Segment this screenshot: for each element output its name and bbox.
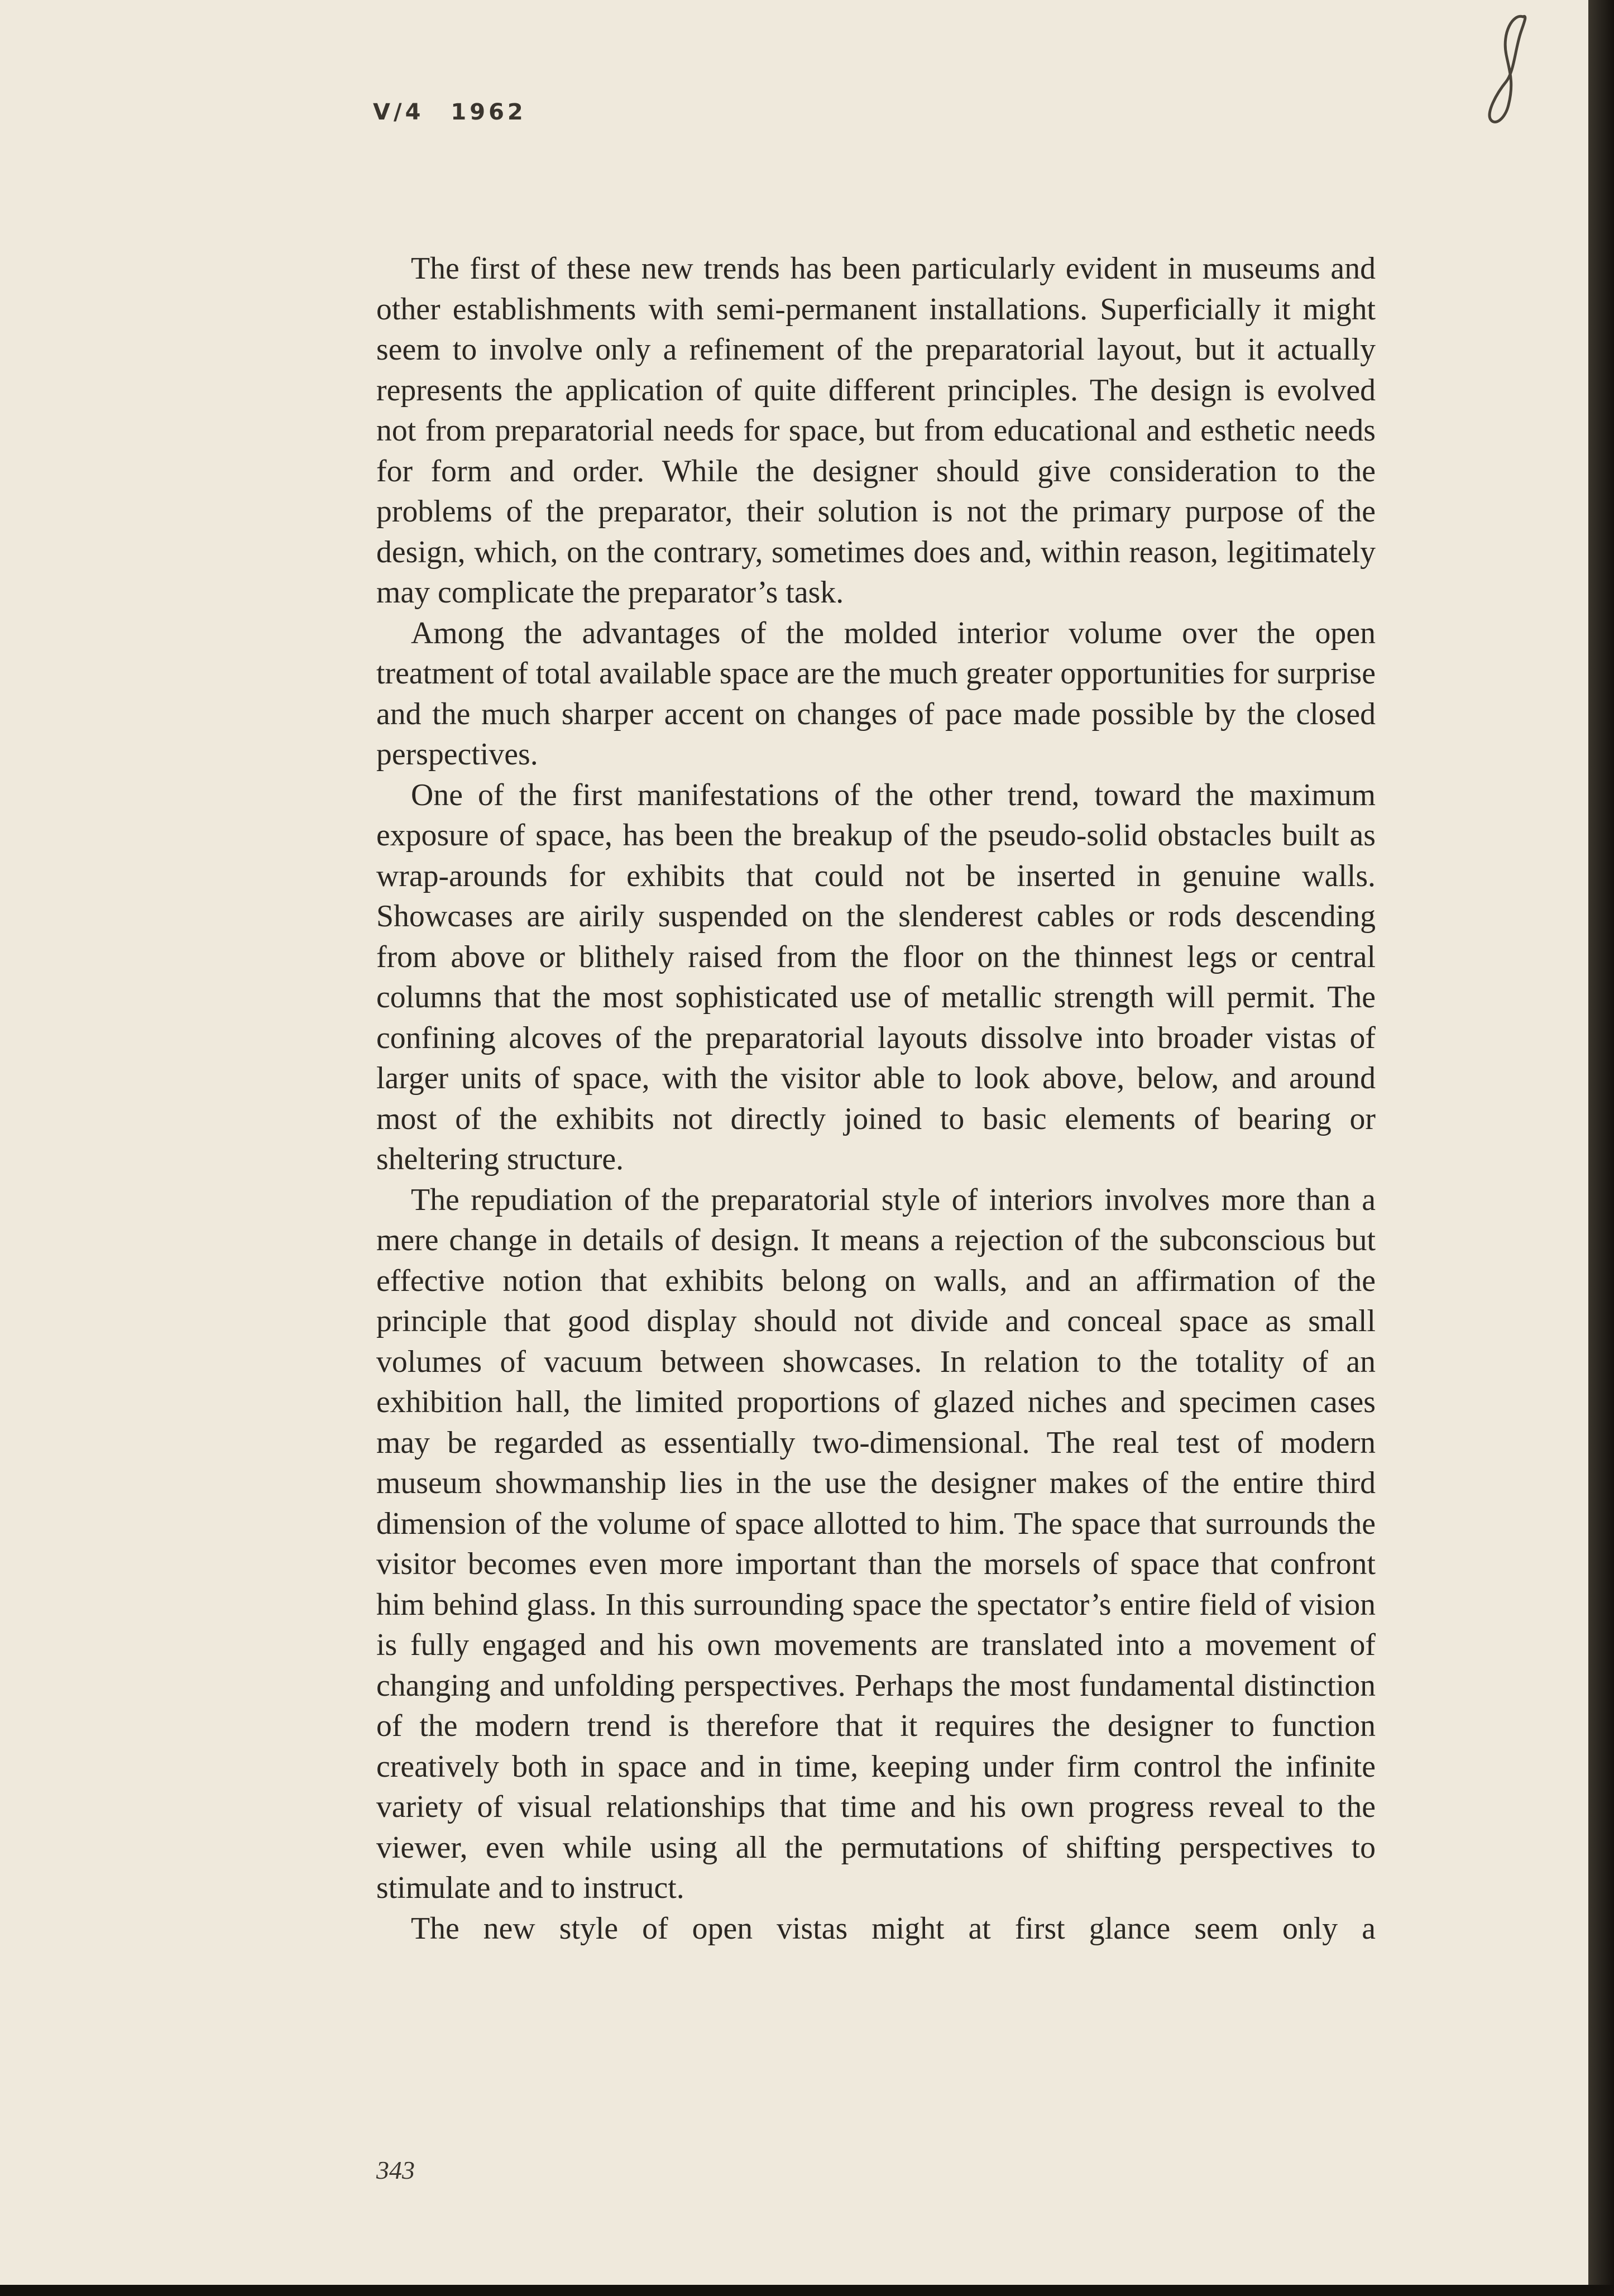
year-label: 1962	[451, 99, 526, 125]
paragraph: The repudiation of the preparatorial style of interiors involves more than a mere change in details of design. It means a rejection of the subconscious but effective notion that exhibits belong on walls, and an affirmation of the principle that good display should not divide and conceal space as small volumes of vacuum between showcases. In relation to the totality of an exhibition hall, the limited proportions of glazed niches and specimen cases may be regarded as essentially two-dimensional. The real test of modern museum showmanship lies in the use the designer makes of the entire third dimension of the volume of space allotted to him. The space that surrounds the visitor becomes even more important than the morsels of space that confront him behind glass. In this surrounding space the spectator’s entire field of vision is fully engaged and his own movements are translated into a movement of changing and unfolding perspectives. Perhaps the most fundamental distinction of the modern trend is therefore that it requires the designer to function creatively both in space and in time, keeping under firm control the infinite variety of visual relationships that time and his own progress reveal to the viewer, even while using all the permutations of shifting perspectives to stimulate and to instruct.	[376, 1182, 1376, 1905]
body-text	[376, 248, 1376, 1949]
paragraph: The new style of open vistas might at first glance seem only a	[411, 1911, 1376, 1946]
paragraph: One of the first manifestations of the other trend, toward the maximum exposure of space, has been the breakup of the pseudo-solid obstacles built as wrap-arounds for exhibits that could not be inserted in genuine walls. Showcases are airily suspended on the slenderest cables or rods descending from above or blithely raised from the floor on the thinnest legs or central columns that the most sophisticated use of metallic strength will permit. The confining alcoves of the preparatorial layouts dissolve into broader vistas of larger units of space, with the visitor able to look above, below, and around most of the exhibits not directly joined to basic elements of bearing or sheltering structure.	[376, 777, 1376, 1176]
paragraph: The first of these new trends has been particularly evident in museums and other establishments with semi-permanent installations. Superficially it might seem to involve only a refinement of the preparatorial layout, but it actually represents the application of quite different principles. The design is evolved not from preparatorial needs for space, but from educational and esthetic needs for form and order. While the designer should give consideration to the problems of the preparator, their solution is not the primary purpose of the design, which, on the contrary, sometimes does and, within reason, legitimately may complicate the preparator’s task.	[376, 251, 1376, 610]
page-number: 343	[376, 2156, 415, 2184]
handwritten-page-mark	[1474, 10, 1541, 135]
paragraph: Among the advantages of the molded interior volume over the open treatment of total available space are the much greater opportunities for surprise and the much sharper accent on changes of pace made possible by the closed perspectives.	[376, 615, 1376, 772]
running-header	[373, 99, 526, 125]
volume-label: V/4	[373, 99, 424, 125]
page-bottom-shadow	[0, 2285, 1614, 2296]
page-edge-shadow	[1588, 0, 1614, 2296]
